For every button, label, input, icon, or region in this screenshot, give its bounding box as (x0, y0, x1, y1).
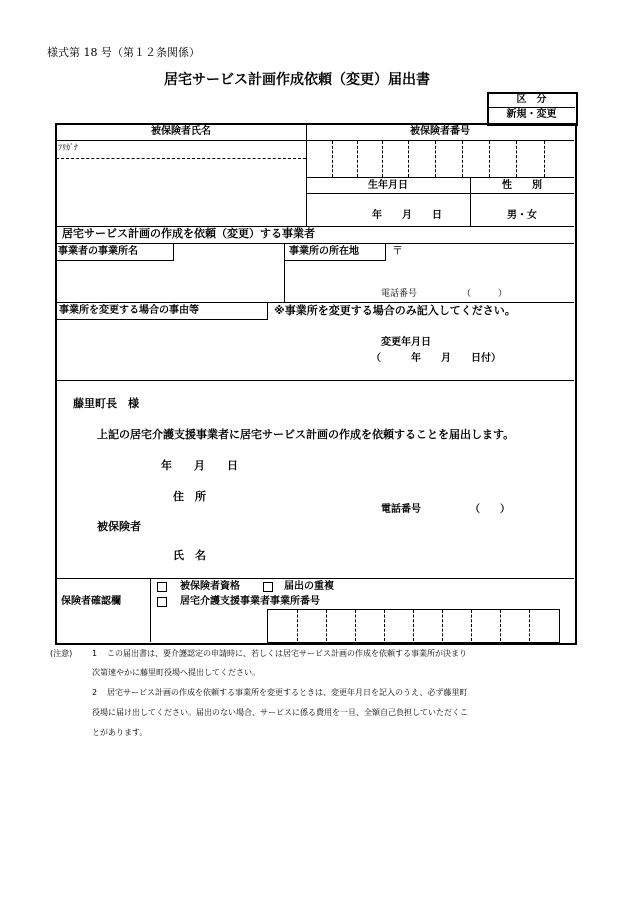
office-number-checkbox[interactable] (157, 597, 167, 607)
col-line (150, 578, 151, 642)
insured-name-header: 被保険者氏名 (151, 126, 211, 137)
office-name-label: 事業者の事業所名 (58, 246, 138, 257)
note-2-line-2: 役場に届け出してください。届出のない場合、サービスに係る費用を一旦、全額自己負担していただくこ (92, 708, 468, 717)
office-address-field[interactable] (402, 245, 570, 285)
declarant-address-label: 住 所 (173, 490, 206, 503)
insured-number-header: 被保険者番号 (410, 126, 470, 137)
office-number-cell-divider (442, 610, 443, 641)
office-number-cell-divider (297, 610, 298, 641)
duplicate-checkbox[interactable] (263, 582, 273, 592)
declaration-date-field[interactable]: 年 月 日 (161, 459, 238, 472)
number-cell-divider (462, 141, 463, 177)
number-cell-divider (544, 141, 545, 177)
note-2-line-1: 居宅サービス計画の作成を依頼する事業所を変更するときは、変更年月日を記入のうえ、必ず藤里町 (107, 688, 468, 697)
number-cell-divider (408, 141, 409, 177)
note-1-line-1: この届出書は、要介護認定の申請時に、若しくは居宅サービス計画の作成を依頼する事業所が決まり (107, 649, 467, 658)
kubun-label: 区 分 (516, 94, 547, 105)
declarant-name-field[interactable] (225, 547, 525, 563)
insured-label: 被保険者 (97, 520, 141, 533)
form-code: 様式第 18 号（第１２条関係） (47, 46, 200, 59)
number-cell-divider (382, 141, 383, 177)
furigana-label: ﾌﾘｶﾞﾅ (58, 143, 78, 152)
insured-name-field[interactable] (58, 162, 304, 222)
qualification-label: 被保険者資格 (180, 581, 240, 592)
office-number-cell-divider (500, 610, 501, 641)
note-2-line-3: とがあります。 (92, 728, 148, 737)
kubun-divider (488, 107, 575, 108)
office-number-cell-divider (529, 610, 530, 641)
note-1-number: 1 (92, 649, 98, 658)
number-cell-divider (435, 141, 436, 177)
declarant-phone-label: 電話番号 (381, 504, 421, 515)
change-reason-field[interactable] (58, 322, 358, 376)
provider-section-title: 居宅サービス計画の作成を依頼（変更）する事業者 (62, 227, 315, 240)
change-date-field[interactable]: （ 年 月 日付） (371, 353, 501, 364)
addressee: 藤里町長 様 (73, 397, 139, 410)
duplicate-label: 届出の重複 (284, 581, 334, 592)
kubun-value[interactable]: 新規・変更 (506, 109, 557, 120)
office-phone-label: 電話番号 (381, 289, 418, 299)
furigana-divider (56, 158, 306, 159)
birth-header: 生年月日 (368, 180, 408, 191)
change-reason-label: 事業所を変更する場合の事由等 (59, 305, 199, 316)
birth-date-field[interactable]: 年 月 日 (372, 210, 442, 221)
office-name-field[interactable] (58, 262, 282, 300)
insurer-check-label: 保険者確認欄 (61, 596, 121, 607)
row-line (56, 578, 574, 579)
declarant-phone-field[interactable]: （ ） (470, 504, 510, 515)
change-note: ※事業所を変更する場合のみ記入してください。 (274, 304, 516, 317)
change-date-label: 変更年月日 (381, 337, 431, 348)
office-phone-field[interactable]: （ ） (462, 289, 508, 299)
row-line (56, 380, 574, 381)
number-cell-divider (332, 141, 333, 177)
postal-mark: 〒 (392, 244, 403, 257)
page-title: 居宅サービス計画作成依頼（変更）届出書 (164, 72, 430, 88)
sex-header: 性 別 (502, 180, 542, 191)
office-address-label: 事業所の所在地 (289, 246, 359, 257)
declarant-address-field[interactable] (225, 488, 365, 504)
row-line (306, 193, 574, 194)
office-number-cell-divider (471, 610, 472, 641)
number-cell-divider (516, 141, 517, 177)
notes-prefix: (注意) (50, 649, 73, 658)
note-1-line-2: 次第速やかに藤里町役場へ提出してください。 (92, 668, 260, 677)
row-line (306, 177, 574, 178)
declarant-name-label: 氏 名 (173, 549, 206, 562)
insured-number-field[interactable] (307, 141, 573, 177)
office-number-cell-divider (413, 610, 414, 641)
note-2-number: 2 (92, 688, 98, 697)
qualification-checkbox[interactable] (157, 582, 167, 592)
declaration-statement: 上記の居宅介護支援事業者に居宅サービス計画の作成を依頼することを届出します。 (97, 428, 515, 441)
office-number-cell-divider (326, 610, 327, 641)
number-cell-divider (489, 141, 490, 177)
sex-field[interactable]: 男・女 (507, 210, 537, 221)
office-number-label: 居宅介護支援事業者事業所番号 (180, 596, 320, 607)
office-number-cell-divider (355, 610, 356, 641)
number-cell-divider (357, 141, 358, 177)
office-number-cell-divider (384, 610, 385, 641)
